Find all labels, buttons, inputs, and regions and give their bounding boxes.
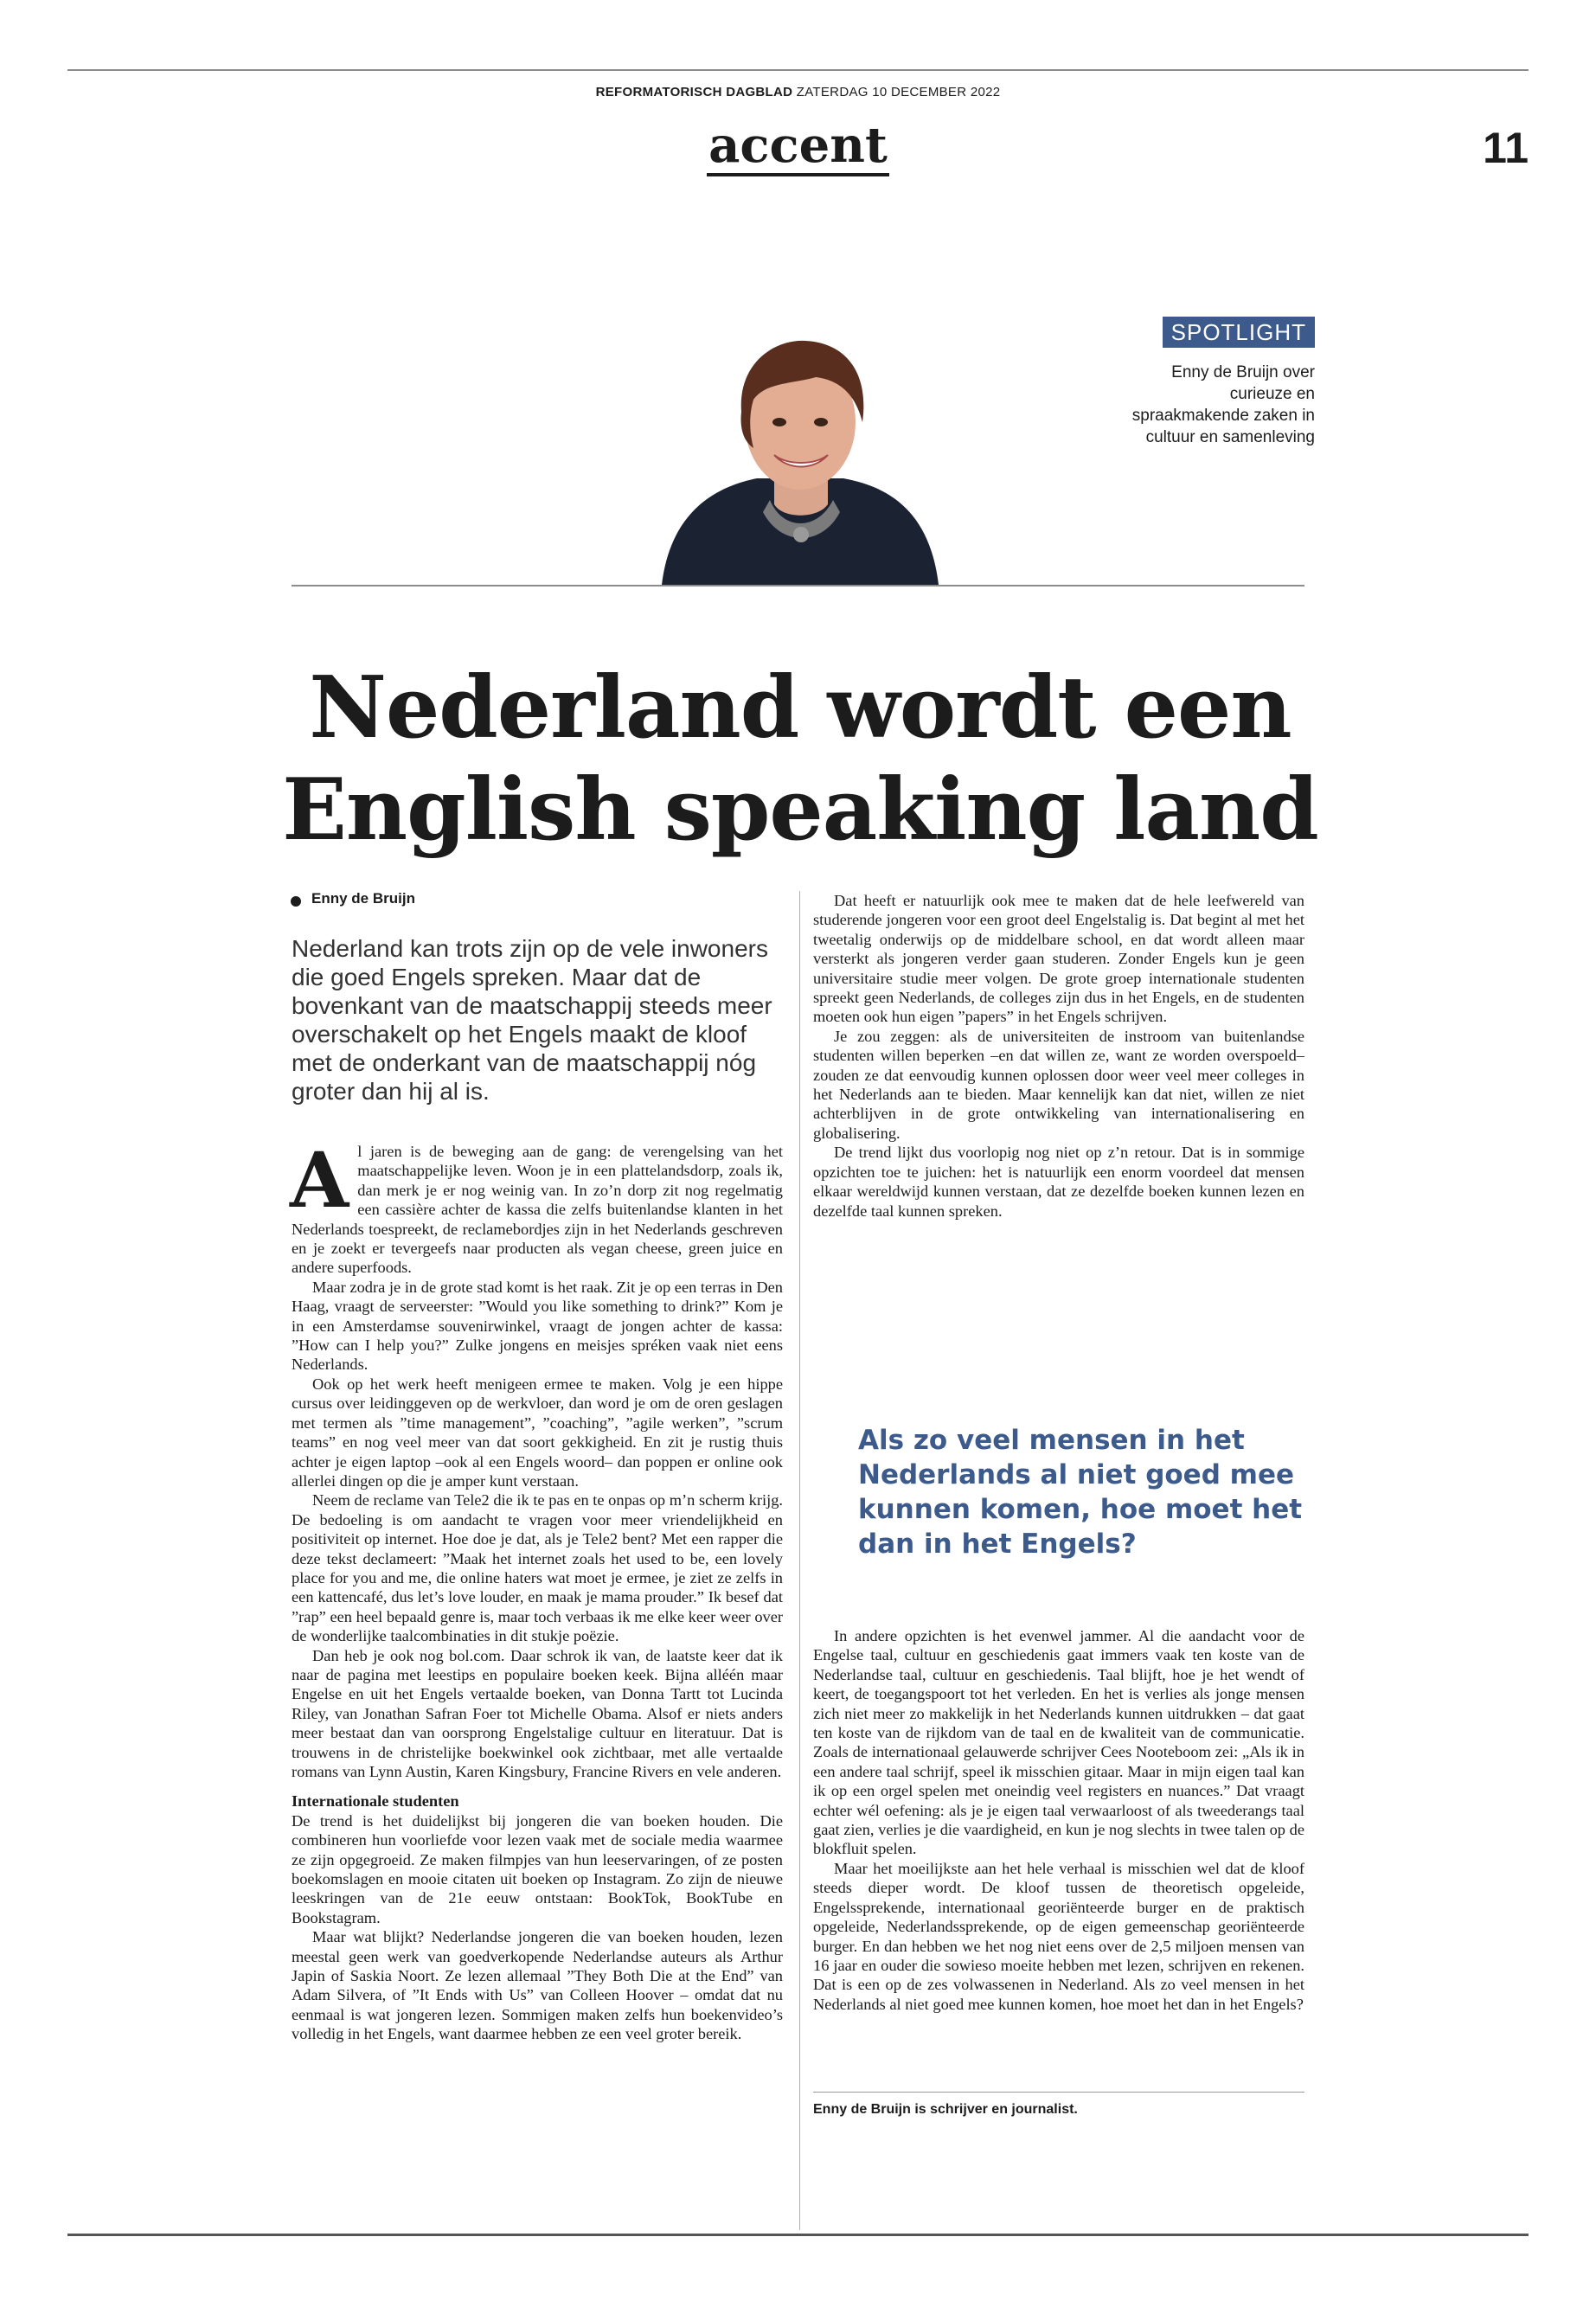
header-rule: [292, 585, 1304, 586]
dropcap: A: [290, 1135, 349, 1225]
author-bio: Enny de Bruijn is schrijver en journalist.: [813, 2102, 1078, 2117]
paragraph: Neem de reclame van Tele2 die ik te pas en te onpas op m’n scherm krijg. De bedoeling is om aandacht te vragen voor meer vriendelijkheid en positiviteit op internet. Hoe doe je dat, als je Tele2 bent? Met een rapper die deze tekst declameert: ”Maak het internet zoals het used to be, een lovely place for you and me, die online haters wat moet je ermee, je ziet ze zelfs in een kattencafé, dus let’s love louder, en maak je mama prouder.” Ik besef dat ”rap” een heel bepaald genre is, maar toch verbaas ik me elke keer weer over de wonderlijke taalcombinaties in dit stukje poëzie.: [292, 1491, 783, 1645]
page-number: 11: [1483, 124, 1529, 172]
paragraph: Dat heeft er natuurlijk ook mee te maken dat de hele leefwereld van studerende jongeren voor een groot deel Engelstalig is. Dat begint al met het tweetalig onderwijs op de middelbare school, en dat wordt alleen maar versterkt als jongeren verder gaan studeren. Zonder Engels kun je geen universitaire studie meer volgen. De grote groep internationale studenten spreekt geen Nederlands, de colleges zijn dus in het Engels, en de studenten moeten ook hun eigen ”papers” in het Engels schrijven.: [813, 892, 1304, 1026]
top-rule: [67, 69, 1529, 71]
section-title: [0, 118, 1596, 176]
headline: [173, 657, 1427, 862]
lead-paragraph: Nederland kan trots zijn op de vele inwoners die goed Engels spreken. Maar dat de bovenkant van de maatschappij steeds meer overschakelt op het Engels maakt de kloof met de onderkant van de maatschappij nóg groter dan hij al is.: [292, 935, 772, 1105]
column-divider: [799, 891, 800, 2230]
paragraph: Al jaren is de beweging aan de gang: de verengelsing van het maatschappelijke leven. Woon je in een plattelandsdorp, zoals ik, dan merk je er nog weinig van. In zo’n dorp zit nog regelmatig een cassière achter de kassa die zelfs buitenlandse klanten in het Nederlands toespreekt, de reclamebordjes zijn in het Nederlands geschreven en je zoekt er tevergeefs naar producten als vegan cheese, green juice en andere superfoods.: [290, 1135, 783, 1277]
paragraph: Ook op het werk heeft menigeen ermee te maken. Volg je een hippe cursus over leidinggeven op de werkvloer, dan word je om de oren geslagen met termen als ”time management”, ”coaching”, ”agile werken”, ”scrum teams” en nog veel meer van dat soort gekkigheid. En zit je rustig thuis achter je eigen laptop –ook al een Engels woord– dan poppen er online ook allerlei dingen op die je amper kunt verstaan.: [292, 1375, 783, 1490]
article-column-2-top: [813, 891, 1304, 1221]
paragraph: Dan heb je ook nog bol.com. Daar schrok ik van, de laatste keer dat ik naar de pagina met leestips en populaire boeken keek. Bijna alléén maar Engelse en uit het Engels vertaalde boeken, van Donna Tartt tot Lucinda Riley, van Jonathan Safran Foer tot Michelle Obama. Alsof er niets anders meer bestaat dan van oorsprong Engelstalige cultuur en literatuur. Dat is trouwens in de christelijke boekwinkel ook zichtbaar, met alle vertaalde romans van Lynn Austin, Karen Kingsbury, Francine Rivers en vele anderen.: [292, 1646, 783, 1780]
subheading: Internationale studenten: [292, 1792, 459, 1811]
bottom-rule: [67, 2234, 1529, 2236]
article-column-1: [290, 1135, 783, 2044]
spotlight-label: SPOTLIGHT: [1163, 317, 1315, 348]
paragraph: De trend lijkt dus voorlopig nog niet op z’n retour. Dat is in sommige opzichten toe te juichen: het is natuurlijk een enorm voordeel dat mensen elkaar wereldwijd kunnen verstaan, dat ze dezelfde boeken kunnen lezen en dezelfde taal kunnen spreken.: [813, 1144, 1304, 1220]
bio-rule: [813, 2092, 1304, 2093]
author-portrait: [644, 327, 956, 585]
article-column-2-bottom: [813, 1626, 1304, 2014]
headline-line-1: Nederland wordt een: [309, 658, 1292, 758]
spotlight-description: Enny de Bruijn over curieuze en spraakmakende zaken in cultuur en samenleving: [1131, 363, 1315, 446]
paragraph: Maar het moeilijkste aan het hele verhaal is misschien wel dat de kloof steeds dieper wordt. De kloof tussen de theoretisch opgeleide, Engelssprekende, internationaal georiënteerde burger en de praktisch opgeleide, Nederlandssprekende, op de eigen gemeenschap georiënteerde burger. En dan hebben we het nog niet eens over de 2,5 miljoen mensen van 16 jaar en ouder die sowieso moeite hebben met lezen, schrijven en rekenen. Dat is een op de zes volwassenen in Nederland. Als zo veel mensen in het Nederlands al niet goed mee kunnen komen, hoe moet het dan in het Engels?: [813, 1859, 1304, 2013]
byline-bullet-icon: [291, 896, 301, 907]
pull-quote: Als zo veel mensen in het Nederlands al niet goed mee kunnen komen, hoe moet het dan in het Engels?: [858, 1425, 1303, 1560]
headline-line-2: English speaking land: [282, 760, 1318, 860]
masthead-paper: REFORMATORISCH DAGBLAD: [595, 85, 793, 99]
masthead-date: ZATERDAG 10 DECEMBER 2022: [796, 85, 1001, 99]
paragraph: Maar zodra je in de grote stad komt is het raak. Zit je op een terras in Den Haag, vraagt de serveerster: ”Would you like something to drink?” Kom je in een Amsterdamse souvenirwinkel, vraagt de jongen achter de kassa: ”How can I help you?” Zulke jongens en meisjes spréken vaak niet eens Nederlands.: [292, 1278, 783, 1374]
paragraph: De trend is het duidelijkst bij jongeren die van boeken houden. Die combineren hun voorliefde voor lezen vaak met de sociale media waarmee ze zijn opgegroeid. Ze maken filmpjes van hun leeservaringen, of ze posten boekomslagen en mooie citaten uit boeken op Instagram. Zo zijn de nieuwe leeskringen van de 21e eeuw ontstaan: BookTok, BookTube en Bookstagram.: [292, 1811, 783, 1926]
section-title-text: accent: [707, 118, 889, 176]
paragraph: In andere opzichten is het evenwel jammer. Al die aandacht voor de Engelse taal, cultuur en geschiedenis gaat immers vaak ten koste van de Nederlandse taal, cultuur en geschiedenis. Taal blijft, hoe je het wendt of keert, de toegangspoort tot het verleden. En het is verlies als jonge mensen zich niet meer zo makkelijk in het Nederlands kunnen uitdrukken – dat gaat ten koste van de rijkdom van de taal en de kwaliteit van de communicatie. Zoals de internationaal gelauwerde schrijver Cees Nooteboom zei: „Als ik in een andere taal schrijf, speel ik misschien gitaar. Maar in mijn eigen taal kan ik op een orgel spelen met oneindig veel registers en nuances.” Dat vraagt echter wél oefening: als je je eigen taal verwaarloost of als tweederangs taal gaat zien, verlies je die vaardigheid, en kun je nog slechts in twee talen op de blokfluit spelen.: [813, 1627, 1304, 1858]
paragraph: Je zou zeggen: als de universiteiten de instroom van buitenlandse studenten willen beperken –en dat willen ze, want ze worden overspoeld– zouden ze dat eenvoudig kunnen oplossen door weer veel meer colleges in het Nederlands aan te bieden. Maar kennelijk kan dat niet, willen ze niet achterblijven in de grote ontwikkeling van internationalisering en globalisering.: [813, 1027, 1304, 1142]
paragraph: Maar wat blijkt? Nederlandse jongeren die van boeken houden, lezen meestal geen werk van goedverkopende Nederlandse auteurs als Arthur Japin of Saskia Noort. Ze lezen allemaal ”They Both Die at the End” van Adam Silvera, of ”It Ends with Us” van Colleen Hoover – omdat dat nu eenmaal is wat jongeren lezen. Sommigen maken zelfs hun boekenvideo’s volledig in het Engels, want daarmee hebben ze een veel groter bereik.: [292, 1928, 783, 2043]
masthead: [0, 85, 1596, 99]
byline: Enny de Bruijn: [311, 890, 415, 907]
